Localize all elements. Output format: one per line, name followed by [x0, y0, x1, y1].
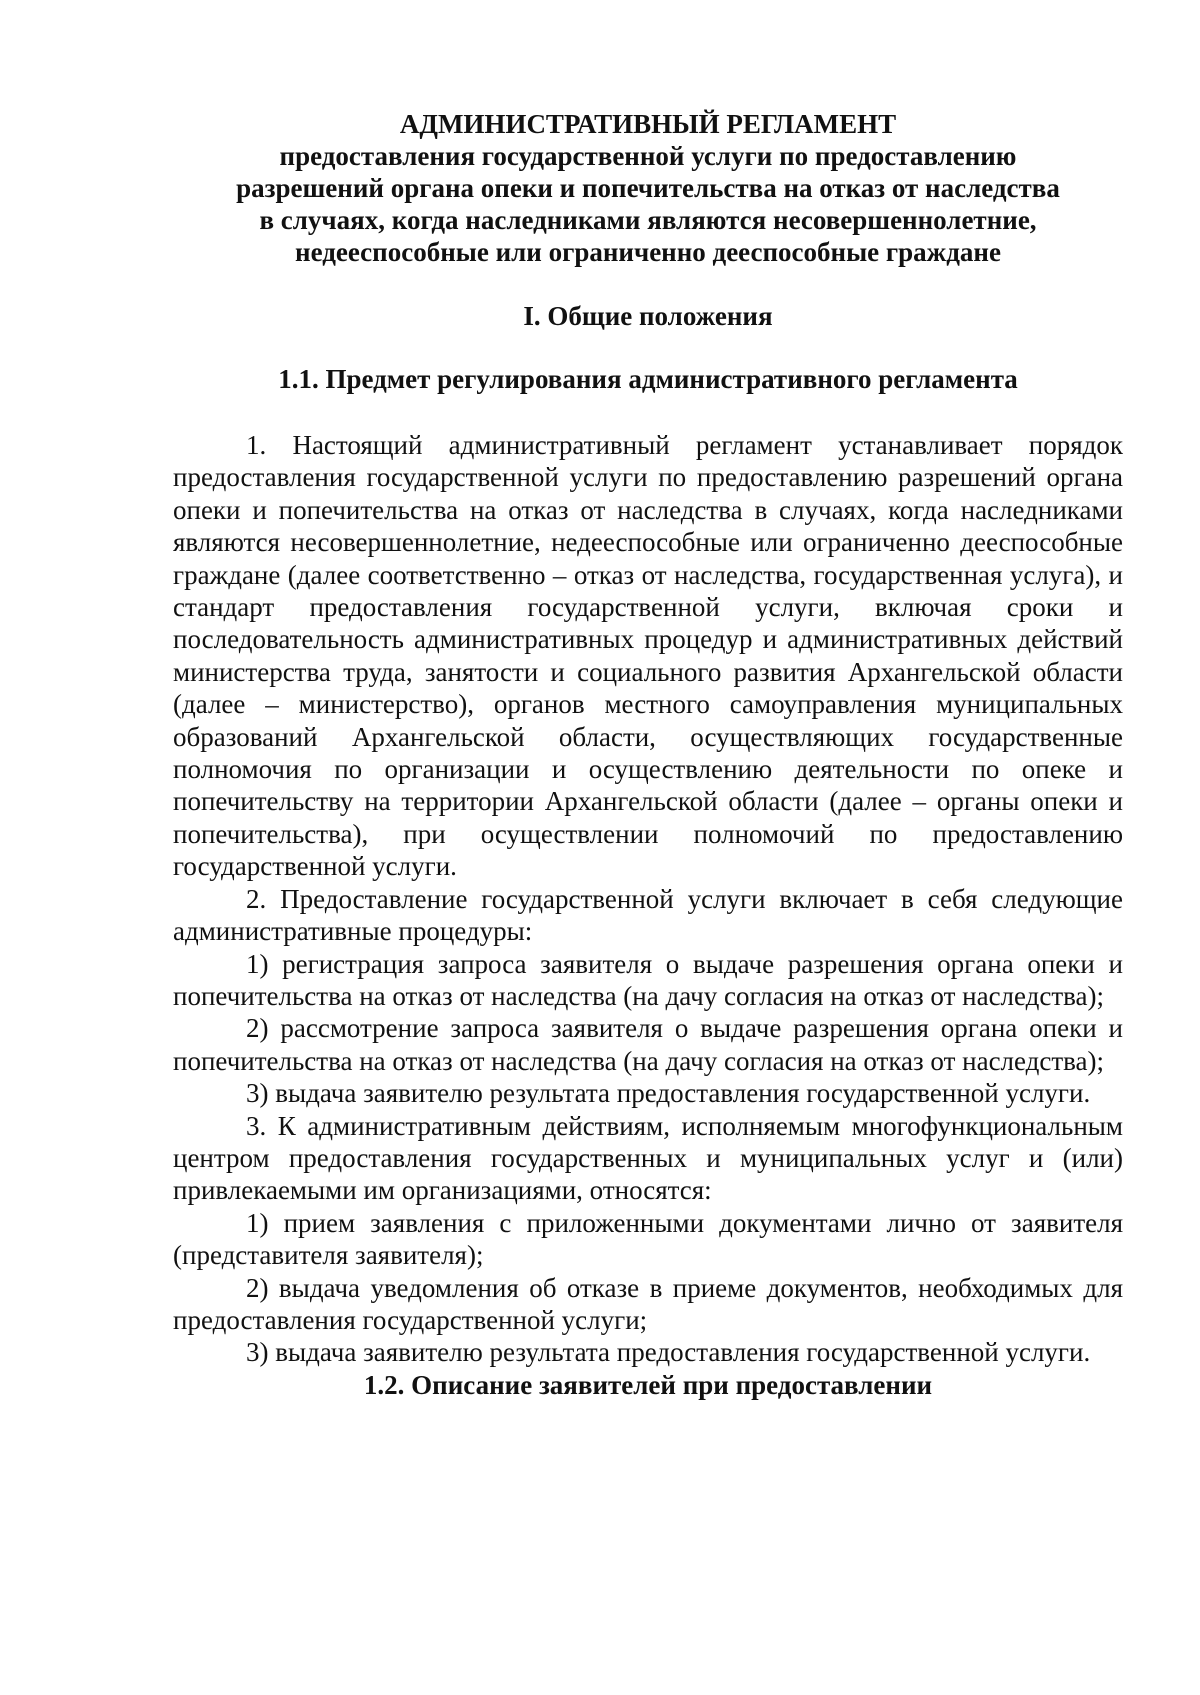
- title-line: в случаях, когда наследниками являются несовершеннолетние,: [259, 205, 1037, 235]
- list-item: 1) регистрация запроса заявителя о выдаче разрешения органа опеки и попечительства на отказ от наследства (на дачу согласия на отказ от наследства);: [173, 948, 1123, 1011]
- subsection-heading-subject: 1.1. Предмет регулирования административного регламента: [278, 364, 1018, 394]
- title-line: разрешений органа опеки и попечительства на отказ от наследства: [236, 173, 1060, 203]
- subsection-heading-applicants: 1.2. Описание заявителей при предоставлении: [363, 1369, 933, 1400]
- title-line: предоставления государственной услуги по предоставлению: [279, 141, 1017, 171]
- list-item: 2) выдача уведомления об отказе в приеме документов, необходимых для предоставления государственной услуги;: [173, 1272, 1123, 1335]
- document-content: [173, 108, 1123, 1401]
- list-item: 3) выдача заявителю результата предоставления государственной услуги.: [246, 1337, 1091, 1368]
- document-title: [173, 108, 1123, 268]
- paragraph-2: 2. Предоставление государственной услуги включает в себя следующие административные процедуры:: [173, 883, 1123, 947]
- list-item: 1) прием заявления с приложенными документами лично от заявителя (представителя заявителя);: [173, 1207, 1123, 1271]
- paragraph-3: 3. К административным действиям, исполняемым многофункциональным центром предоставления государственных и муниципальных услуг и (или) привлекаемыми им организациями, относятся:: [173, 1110, 1123, 1206]
- section-heading-general: I. Общие положения: [523, 301, 773, 331]
- paragraph-1: 1. Настоящий административный регламент устанавливает порядок предоставления государственной услуги по предоставлению разрешений органа опеки и попечительства на отказ от наследства в случаях, когда наследниками являются несовершеннолетние, недееспособные или ограниченно дееспособные граждане (далее соответственно – отказ от наследства, государственная услуга), и стандарт предоставления государственной услуги, включая сроки и последовательность административных процедур и административных действий министерства труда, занятости и социального развития Архангельской области (далее – министерство), органов местного самоуправления муниципальных образований Архангельской области, осуществляющих государственные полномочия по организации и осуществлению деятельности по опеке и попечительству на территории Архангельской области (далее – органы опеки и попечительства), при осуществлении полномочий по предоставлению государственной услуги.: [173, 430, 1123, 882]
- body-text: [173, 429, 1123, 1369]
- title-line: недееспособные или ограниченно дееспособные граждане: [295, 237, 1001, 267]
- list-item: 3) выдача заявителю результата предоставления государственной услуги.: [246, 1078, 1091, 1109]
- title-line: АДМИНИСТРАТИВНЫЙ РЕГЛАМЕНТ: [399, 109, 897, 139]
- list-item: 2) рассмотрение запроса заявителя о выдаче разрешения органа опеки и попечительства на отказ от наследства (на дачу согласия на отказ от наследства);: [173, 1013, 1123, 1076]
